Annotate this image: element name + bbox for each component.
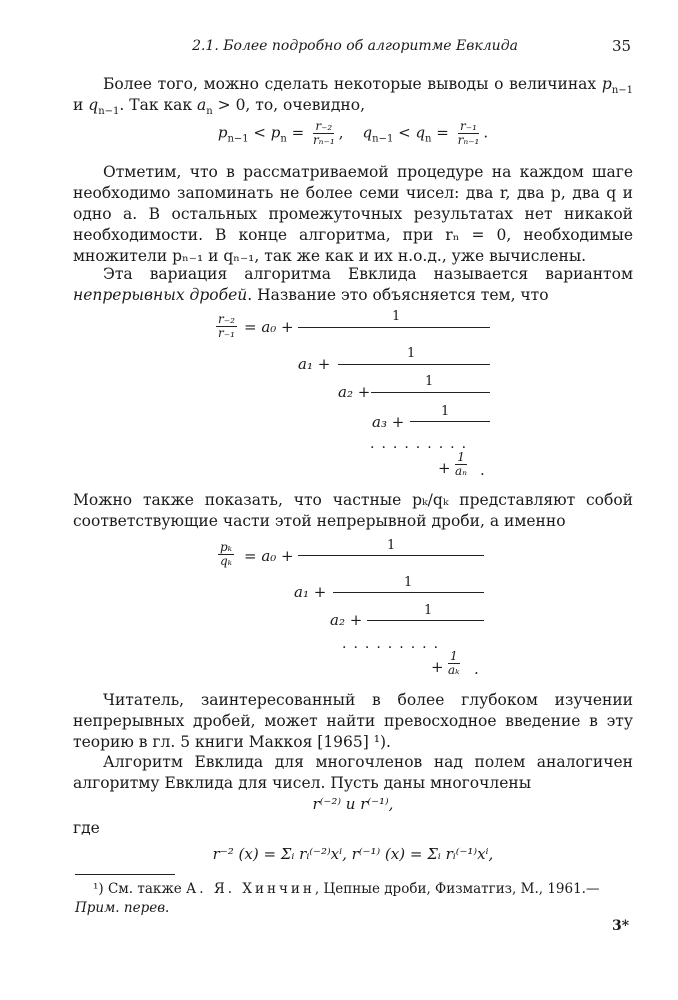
cf1-last-fraction: $\frac{1}{\text{aₙ}}$ bbox=[455, 450, 468, 478]
paragraph-3: Эта вариация алгоритма Евклида называется вариантом непрерывных дробей. Название это объясняется тем, что bbox=[73, 265, 633, 304]
footnote-rule bbox=[75, 874, 175, 875]
fraction-1: $\frac{\text{r₋₂}}{\text{rₙ₋₁}}$ bbox=[312, 119, 335, 147]
cf2-lhs: $\frac{\text{pₖ}}{\text{qₖ}}$ bbox=[220, 540, 233, 568]
paragraph-1: Более того, можно сделать некоторые выводы о величинах $p_{n-1}$ и $q_{n-1}$. Так как $a_n > 0$, то, очевидно, bbox=[73, 75, 633, 118]
equation-1: $p_{n-1} < p_n$ = $\frac{\text{r₋₂}}{\text{rₙ₋₁}}$ , $q_{n-1} < q_n$ = $\frac{\text{r₋₁}}{\text{rₙ₋₁}}$ . bbox=[217, 119, 489, 147]
footnote: ¹) См. также А. Я. Хинчин, Цепные дроби, Физматгиз, М., 1961.— Прим. перев. bbox=[75, 881, 600, 916]
equation-2: r⁽⁻²⁾ и r⁽⁻¹⁾, bbox=[312, 795, 394, 813]
where-label: где bbox=[73, 819, 100, 837]
signature-mark: 3* bbox=[612, 918, 630, 934]
paragraph-2: Отметим, что в рассматриваемой процедуре на каждом шаге необходимо запоминать не более семи чисел: два r, два p, два q и одно a. В остальных промежуточных результатах нет никакой необходимости. В конце алгоритма, при rₙ = 0, необходимые множители pₙ₋₁ и qₙ₋₁, так же как и их н.о.д., уже вычислены. bbox=[73, 163, 633, 265]
equation-3: r⁻² (x) = Σᵢ rᵢ⁽⁻²⁾xⁱ, r⁽⁻¹⁾ (x) = Σᵢ rᵢ⁽⁻¹⁾xⁱ, bbox=[212, 845, 494, 863]
paragraph-6: Алгоритм Евклида для многочленов над полем аналогичен алгоритму Евклида для чисел. Пусть даны многочлены bbox=[73, 753, 633, 792]
running-header: 2.1. Более подробно об алгоритме Евклида bbox=[192, 38, 518, 54]
page-number: 35 bbox=[612, 37, 632, 55]
paragraph-5: Читатель, заинтересованный в более глубоком изучении непрерывных дробей, может найти превосходное введение в эту теорию в гл. 5 книги Маккоя [1965] ¹). bbox=[73, 691, 633, 751]
paragraph-4: Можно также показать, что частные pₖ/qₖ представляют собой соответствующие части этой непрерывной дроби, а именно bbox=[73, 491, 633, 530]
page: 2.1. Более подробно об алгоритме Евклида 35 Более того, можно сделать некоторые выводы о величинах $p_{n-1}$ и $q_{n-1}$. Так как $a_n > 0$, то, очевидно, $p_{n-1} < p_n$ = $\frac{\text{r₋₂}}{\text{rₙ₋₁}}$ , $q_{n-1} < q_n$ = $\frac{\text{r₋₁}}{\text{rₙ₋₁}}$ . Отметим, что в рассматриваемой процедуре на каждом шаге необходимо запоминать не более семи чисел: два r, два p, два q и одно a. В остальных промежуточных результатах нет никакой необходимости. В конце алгоритма, при rₙ = 0, необходимые множители pₙ₋₁ и qₙ₋₁, так же как и их н.о.д., уже вычислены. Эта вариация алгоритма Евклида называется вариантом непрерывных дробей. Название это объясняется тем, что $\frac{\text{r₋₂}}{\text{r₋₁}}$ = a₀ + 1 a₁ + 1 a₂ + 1 a₃ + 1 ......... + $\frac{1}{\text{aₙ}}$ . Можно также показать, что частные pₖ/qₖ представляют собой соответствующие части этой непрерывной дроби, а именно $\frac{\text{pₖ}}{\text{qₖ}}$ = a₀ + 1 a₁ + 1 a₂ + 1 ......... + $\frac{1}{\text{aₖ}}$ . Читатель, заинтересованный в более глубоком изучении непрерывных дробей, может найти превосходное введение в эту теорию в гл. 5 книги Маккоя [1965] ¹). Алгоритм Евклида для многочленов над полем аналогичен алгоритму Евклида для чисел. Пусть даны многочлены r⁽⁻²⁾ и r⁽⁻¹⁾, где r⁻² (x) = Σᵢ rᵢ⁽⁻²⁾xⁱ, r⁽⁻¹⁾ (x) = Σᵢ rᵢ⁽⁻¹⁾xⁱ, ¹) См. также А. Я. Хинчин, Цепные дроби, Физматгиз, М., 1961.— Прим. перев. 3* bbox=[73, 37, 633, 934]
fraction-2: $\frac{\text{r₋₁}}{\text{rₙ₋₁}}$ bbox=[457, 119, 480, 147]
cf2-last-fraction: $\frac{1}{\text{aₖ}}$ bbox=[448, 649, 460, 677]
cf1-lhs: $\frac{\text{r₋₂}}{\text{r₋₁}}$ bbox=[218, 312, 235, 340]
